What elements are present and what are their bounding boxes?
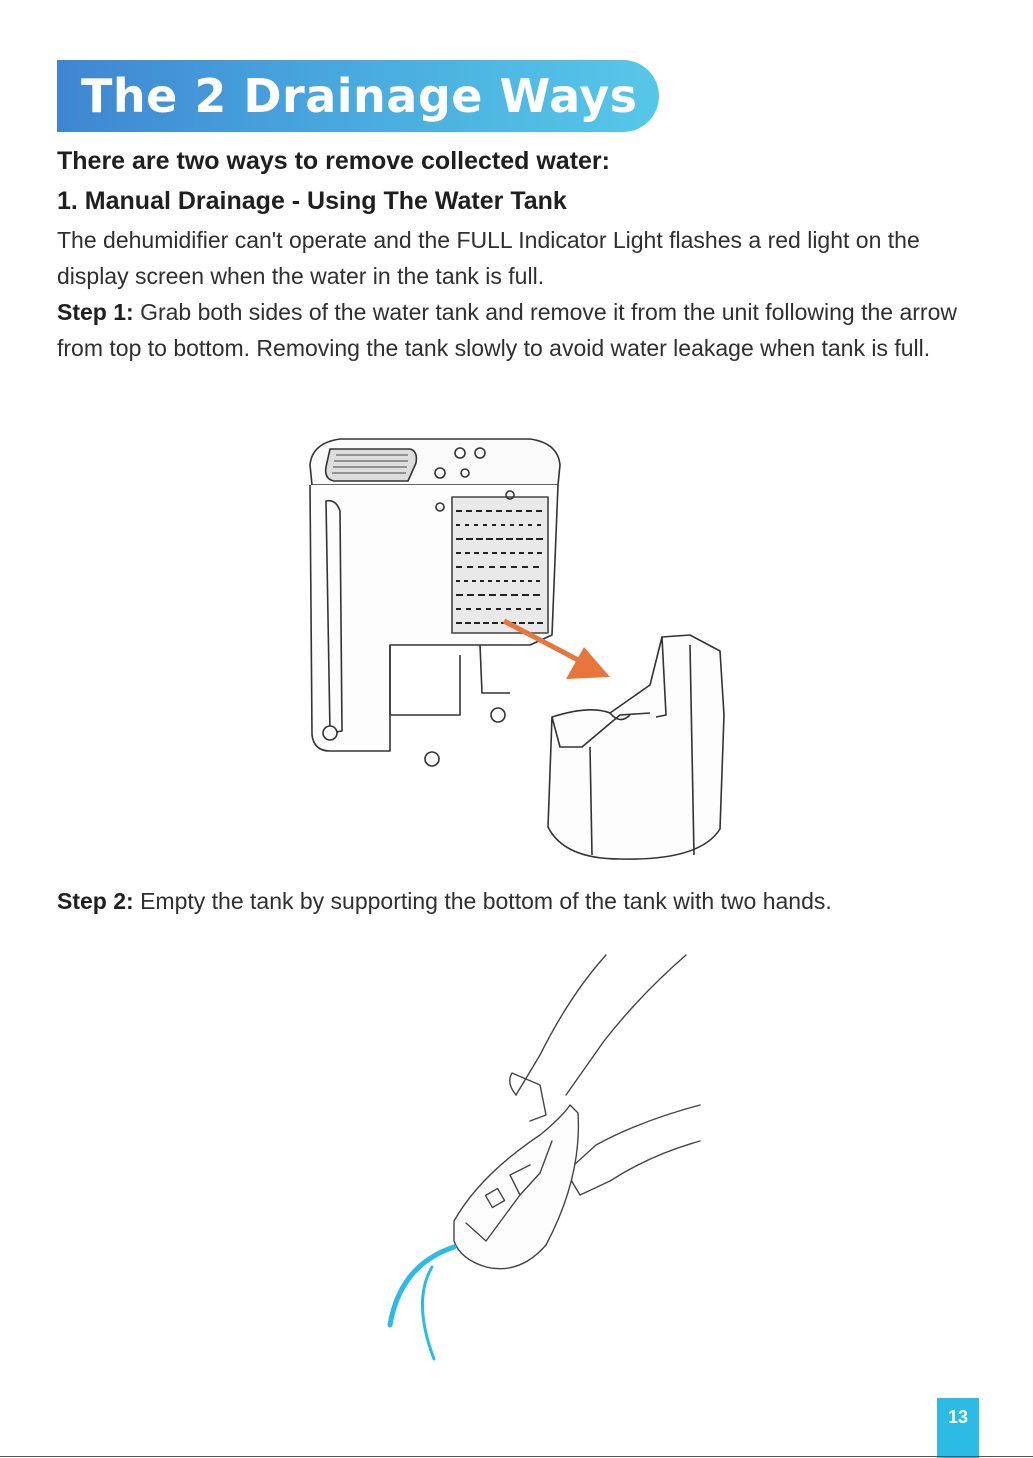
page-title: The 2 Drainage Ways xyxy=(81,69,638,123)
title-banner xyxy=(57,60,659,132)
step1-label: Step 1: xyxy=(57,299,134,325)
page-number: 13 xyxy=(937,1398,979,1458)
intro-text: There are two ways to remove collected water: xyxy=(57,147,610,175)
direction-arrow-icon xyxy=(504,621,610,679)
footer-divider xyxy=(0,1456,1033,1457)
step2-text: Empty the tank by supporting the bottom of the tank with two hands. xyxy=(133,888,832,914)
section1-text: The dehumidifier can't operate and the FULL Indicator Light flashes a red light on the display screen when the water in the tank is full. xyxy=(57,227,920,289)
section1-body xyxy=(57,222,977,366)
water-stream-icon xyxy=(390,1247,454,1359)
step1-text: Grab both sides of the water tank and remove it from the unit following the arrow from top to bottom. Removing the tank slowly to avoid water leakage when tank is full. xyxy=(57,299,957,361)
hands-emptying-tank-illustration xyxy=(370,945,730,1365)
dehumidifier-tank-removal-illustration xyxy=(290,415,750,875)
section1-heading: 1. Manual Drainage - Using The Water Tank xyxy=(57,187,567,215)
step2-paragraph xyxy=(57,884,977,918)
step2-label: Step 2: xyxy=(57,888,134,914)
step1-paragraph xyxy=(57,294,977,366)
